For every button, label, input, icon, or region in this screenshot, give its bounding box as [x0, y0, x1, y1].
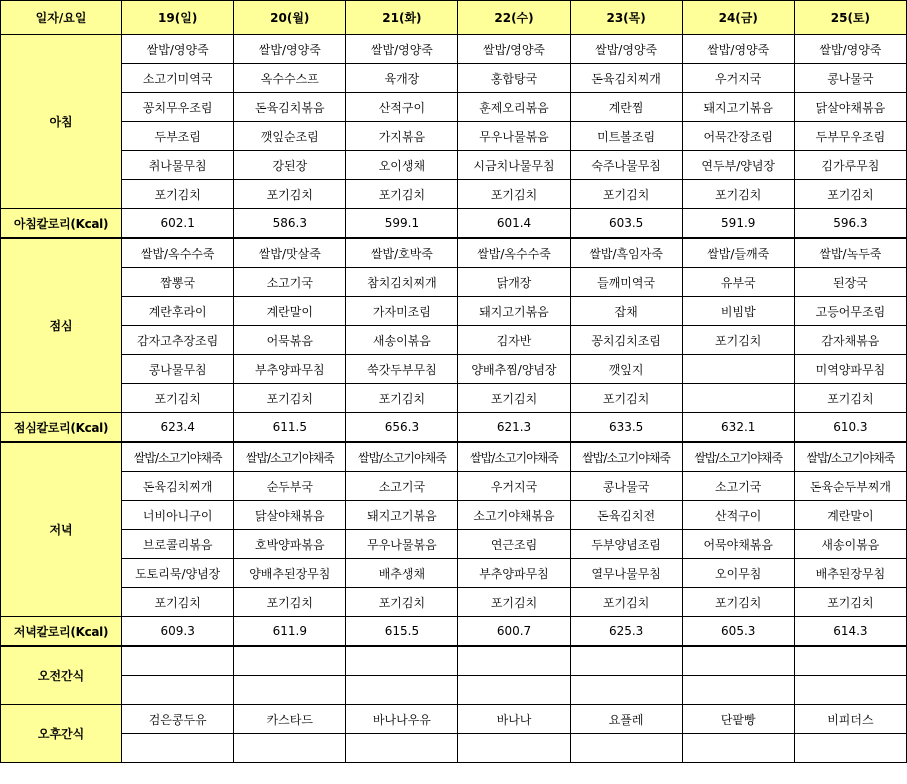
- snack-blank-cell: [794, 676, 906, 705]
- calorie-value: 621.3: [458, 413, 570, 443]
- dinner-menu-row: [1, 472, 907, 501]
- menu-item: 콩나물무침: [122, 355, 234, 384]
- dinner-menu-row: [1, 588, 907, 617]
- snack-blank-cell: [346, 734, 458, 763]
- calorie-value: 605.3: [682, 617, 794, 647]
- breakfast-menu-row: [1, 151, 907, 180]
- menu-item: 어묵야채볶음: [682, 530, 794, 559]
- snack-blank-cell: [122, 734, 234, 763]
- menu-item: 훈제오리볶음: [458, 93, 570, 122]
- dinner-menu-row: [1, 559, 907, 588]
- menu-item: 포기김치: [234, 588, 346, 617]
- menu-item: 쌀밥/영양죽: [570, 35, 682, 64]
- calorie-value: 599.1: [346, 209, 458, 239]
- menu-item: 산적구이: [346, 93, 458, 122]
- calorie-value: 609.3: [122, 617, 234, 647]
- menu-item: 쌀밥/소고기야채죽: [122, 442, 234, 472]
- menu-item: 쌀밥/소고기야채죽: [458, 442, 570, 472]
- menu-item: 쌀밥/영양죽: [682, 35, 794, 64]
- menu-item: [682, 384, 794, 413]
- calorie-value: 596.3: [794, 209, 906, 239]
- menu-item: 오이생채: [346, 151, 458, 180]
- breakfast-label: 아침: [1, 35, 122, 209]
- menu-item: 소고기국: [234, 268, 346, 297]
- breakfast-menu-row: [1, 93, 907, 122]
- dinner-menu-row: [1, 442, 907, 472]
- dinner-calorie-label: 저녁칼로리(Kcal): [1, 617, 122, 647]
- dinner-menu-row: [1, 530, 907, 559]
- snack-blank-cell: [234, 734, 346, 763]
- menu-item: 산적구이: [682, 501, 794, 530]
- calorie-value: 601.4: [458, 209, 570, 239]
- lunch-menu-row: [1, 355, 907, 384]
- menu-item: 쌀밥/맛살죽: [234, 238, 346, 268]
- calorie-value: 600.7: [458, 617, 570, 647]
- breakfast-calorie-row: [1, 209, 907, 239]
- am_snack-label: 오전간식: [1, 646, 122, 705]
- menu-item: 쌀밥/영양죽: [458, 35, 570, 64]
- snack-blank-cell: [234, 676, 346, 705]
- menu-item: 가지볶음: [346, 122, 458, 151]
- day-header: 21(화): [346, 1, 458, 35]
- menu-item: 포기김치: [794, 180, 906, 209]
- menu-item: 우거지국: [682, 64, 794, 93]
- menu-item: 포기김치: [346, 384, 458, 413]
- menu-item: 새송이볶음: [794, 530, 906, 559]
- menu-item: 계란찜: [570, 93, 682, 122]
- menu-item: 계란후라이: [122, 297, 234, 326]
- menu-item: 도토리묵/양념장: [122, 559, 234, 588]
- menu-item: 숙주나물무침: [570, 151, 682, 180]
- day-header: 19(일): [122, 1, 234, 35]
- am_snack-row-blank: [1, 676, 907, 705]
- menu-item: 연근조림: [458, 530, 570, 559]
- snack-blank-cell: [682, 676, 794, 705]
- calorie-value: 611.9: [234, 617, 346, 647]
- menu-item: 순두부국: [234, 472, 346, 501]
- snack-item: 비피더스: [794, 705, 906, 734]
- menu-item: 쌀밥/영양죽: [122, 35, 234, 64]
- day-header: 20(월): [234, 1, 346, 35]
- menu-item: 미역양파무침: [794, 355, 906, 384]
- menu-item: 닭살야채볶음: [794, 93, 906, 122]
- menu-item: 쌀밥/옥수수죽: [122, 238, 234, 268]
- snack-blank-cell: [570, 676, 682, 705]
- calorie-value: 625.3: [570, 617, 682, 647]
- menu-item: 꽁치무우조림: [122, 93, 234, 122]
- calorie-value: 602.1: [122, 209, 234, 239]
- menu-item: 부추양파무침: [234, 355, 346, 384]
- menu-item: 계란말이: [234, 297, 346, 326]
- menu-item: 쌀밥/소고기야채죽: [346, 442, 458, 472]
- menu-item: 참치김치찌개: [346, 268, 458, 297]
- menu-item: 포기김치: [570, 588, 682, 617]
- menu-item: 양배추된장무침: [234, 559, 346, 588]
- dinner-label: 저녁: [1, 442, 122, 617]
- menu-item: 비빔밥: [682, 297, 794, 326]
- menu-item: 포기김치: [346, 180, 458, 209]
- menu-item: 소고기야채볶음: [458, 501, 570, 530]
- menu-item: 포기김치: [458, 180, 570, 209]
- lunch-menu-row: [1, 238, 907, 268]
- menu-item: 육개장: [346, 64, 458, 93]
- menu-item: [682, 355, 794, 384]
- menu-item: 쌀밥/들깨죽: [682, 238, 794, 268]
- menu-item: 포기김치: [122, 384, 234, 413]
- snack-item: [234, 646, 346, 676]
- breakfast-menu-row: [1, 180, 907, 209]
- snack-blank-cell: [458, 676, 570, 705]
- menu-item: 잡채: [570, 297, 682, 326]
- menu-item: 돼지고기볶음: [682, 93, 794, 122]
- menu-item: 포기김치: [122, 588, 234, 617]
- lunch-menu-row: [1, 384, 907, 413]
- lunch-menu-row: [1, 297, 907, 326]
- menu-item: 어묵간장조림: [682, 122, 794, 151]
- menu-item: 두부조림: [122, 122, 234, 151]
- menu-item: 배추된장무침: [794, 559, 906, 588]
- calorie-value: 614.3: [794, 617, 906, 647]
- menu-item: 돈육김치볶음: [234, 93, 346, 122]
- menu-item: 돈육김치찌개: [570, 64, 682, 93]
- menu-item: 닭살야채볶음: [234, 501, 346, 530]
- menu-item: 계란말이: [794, 501, 906, 530]
- menu-item: 포기김치: [570, 180, 682, 209]
- menu-item: 쌀밥/영양죽: [234, 35, 346, 64]
- menu-item: 돈육김치찌개: [122, 472, 234, 501]
- menu-item: 포기김치: [794, 588, 906, 617]
- snack-blank-cell: [794, 734, 906, 763]
- menu-item: 돈육순두부찌개: [794, 472, 906, 501]
- menu-item: 꽁치김치조림: [570, 326, 682, 355]
- menu-item: 두부양념조림: [570, 530, 682, 559]
- menu-item: 미트볼조림: [570, 122, 682, 151]
- breakfast-menu-row: [1, 122, 907, 151]
- menu-item: 감자채볶음: [794, 326, 906, 355]
- dinner-calorie-row: [1, 617, 907, 647]
- menu-item: 돼지고기볶음: [458, 297, 570, 326]
- menu-item: 가자미조림: [346, 297, 458, 326]
- menu-item: 된장국: [794, 268, 906, 297]
- menu-item: 옥수수스프: [234, 64, 346, 93]
- snack-blank-cell: [122, 676, 234, 705]
- calorie-value: 603.5: [570, 209, 682, 239]
- menu-item: 두부무우조림: [794, 122, 906, 151]
- menu-item: 포기김치: [458, 384, 570, 413]
- snack-item: 카스타드: [234, 705, 346, 734]
- menu-item: 쌀밥/영양죽: [346, 35, 458, 64]
- menu-item: 깻잎순조림: [234, 122, 346, 151]
- menu-body: [1, 35, 907, 763]
- snack-item: [122, 646, 234, 676]
- day-header: 23(목): [570, 1, 682, 35]
- menu-item: 시금치나물무침: [458, 151, 570, 180]
- menu-item: 포기김치: [234, 180, 346, 209]
- menu-item: 홍합탕국: [458, 64, 570, 93]
- menu-item: 브로콜리볶음: [122, 530, 234, 559]
- lunch-calorie-row: [1, 413, 907, 443]
- menu-item: 포기김치: [682, 180, 794, 209]
- menu-item: 포기김치: [346, 588, 458, 617]
- snack-item: [682, 646, 794, 676]
- menu-item: 포기김치: [794, 384, 906, 413]
- menu-item: 쌀밥/흑임자죽: [570, 238, 682, 268]
- menu-item: 너비아니구이: [122, 501, 234, 530]
- menu-item: 어묵볶음: [234, 326, 346, 355]
- menu-item: 양배추찜/양념장: [458, 355, 570, 384]
- menu-item: 소고기국: [346, 472, 458, 501]
- lunch-menu-row: [1, 268, 907, 297]
- calorie-value: 611.5: [234, 413, 346, 443]
- menu-item: 콩나물국: [570, 472, 682, 501]
- menu-item: 연두부/양념장: [682, 151, 794, 180]
- calorie-value: 591.9: [682, 209, 794, 239]
- menu-item: 유부국: [682, 268, 794, 297]
- breakfast-menu-row: [1, 64, 907, 93]
- snack-item: [570, 646, 682, 676]
- snack-blank-cell: [682, 734, 794, 763]
- lunch-menu-row: [1, 326, 907, 355]
- day-header: 24(금): [682, 1, 794, 35]
- menu-item: 김가루무침: [794, 151, 906, 180]
- corner-header: 일자/요일: [1, 1, 122, 35]
- menu-item: 소고기국: [682, 472, 794, 501]
- calorie-value: 615.5: [346, 617, 458, 647]
- snack-blank-cell: [570, 734, 682, 763]
- lunch-calorie-label: 점심칼로리(Kcal): [1, 413, 122, 443]
- menu-item: 포기김치: [570, 384, 682, 413]
- pm_snack-label: 오후간식: [1, 705, 122, 763]
- calorie-value: 610.3: [794, 413, 906, 443]
- lunch-label: 점심: [1, 238, 122, 413]
- menu-item: 쌀밥/녹두죽: [794, 238, 906, 268]
- menu-item: 호박양파볶음: [234, 530, 346, 559]
- day-header: 25(토): [794, 1, 906, 35]
- menu-item: 고등어무조림: [794, 297, 906, 326]
- dinner-menu-row: [1, 501, 907, 530]
- menu-item: 돈육김치전: [570, 501, 682, 530]
- calorie-value: 632.1: [682, 413, 794, 443]
- menu-item: 들깨미역국: [570, 268, 682, 297]
- breakfast-menu-row: [1, 35, 907, 64]
- header-row: [1, 1, 907, 35]
- menu-item: 포기김치: [682, 326, 794, 355]
- menu-item: 소고기미역국: [122, 64, 234, 93]
- menu-item: 무우나물볶음: [458, 122, 570, 151]
- snack-item: 요플레: [570, 705, 682, 734]
- menu-item: 무우나물볶음: [346, 530, 458, 559]
- menu-item: 콩나물국: [794, 64, 906, 93]
- menu-item: 오이무침: [682, 559, 794, 588]
- am_snack-row: [1, 646, 907, 676]
- menu-item: 부추양파무침: [458, 559, 570, 588]
- menu-item: 쌀밥/옥수수죽: [458, 238, 570, 268]
- menu-item: 감자고추장조림: [122, 326, 234, 355]
- menu-item: 새송이볶음: [346, 326, 458, 355]
- snack-item: 검은콩두유: [122, 705, 234, 734]
- snack-item: [346, 646, 458, 676]
- menu-item: 포기김치: [682, 588, 794, 617]
- menu-item: 쑥갓두부무침: [346, 355, 458, 384]
- calorie-value: 623.4: [122, 413, 234, 443]
- snack-item: 단팥빵: [682, 705, 794, 734]
- snack-item: [458, 646, 570, 676]
- menu-item: 포기김치: [122, 180, 234, 209]
- menu-item: 쌀밥/영양죽: [794, 35, 906, 64]
- menu-item: 포기김치: [234, 384, 346, 413]
- snack-item: 바나나: [458, 705, 570, 734]
- pm_snack-row: [1, 705, 907, 734]
- menu-item: 쌀밥/소고기야채죽: [682, 442, 794, 472]
- menu-item: 짬뽕국: [122, 268, 234, 297]
- calorie-value: 586.3: [234, 209, 346, 239]
- snack-item: [794, 646, 906, 676]
- menu-item: 배추생채: [346, 559, 458, 588]
- menu-item: 강된장: [234, 151, 346, 180]
- calorie-value: 633.5: [570, 413, 682, 443]
- menu-item: 돼지고기볶음: [346, 501, 458, 530]
- menu-item: 깻잎지: [570, 355, 682, 384]
- menu-item: 쌀밥/소고기야채죽: [234, 442, 346, 472]
- menu-item: 포기김치: [458, 588, 570, 617]
- snack-item: 바나나우유: [346, 705, 458, 734]
- calorie-value: 656.3: [346, 413, 458, 443]
- menu-item: 쌀밥/소고기야채죽: [570, 442, 682, 472]
- menu-item: 쌀밥/호박죽: [346, 238, 458, 268]
- snack-blank-cell: [346, 676, 458, 705]
- menu-item: 닭개장: [458, 268, 570, 297]
- menu-item: 우거지국: [458, 472, 570, 501]
- day-header: 22(수): [458, 1, 570, 35]
- menu-item: 열무나물무침: [570, 559, 682, 588]
- breakfast-calorie-label: 아침칼로리(Kcal): [1, 209, 122, 239]
- pm_snack-row-blank: [1, 734, 907, 763]
- menu-item: 쌀밥/소고기야채죽: [794, 442, 906, 472]
- snack-blank-cell: [458, 734, 570, 763]
- menu-item: 취나물무침: [122, 151, 234, 180]
- menu-item: 김자반: [458, 326, 570, 355]
